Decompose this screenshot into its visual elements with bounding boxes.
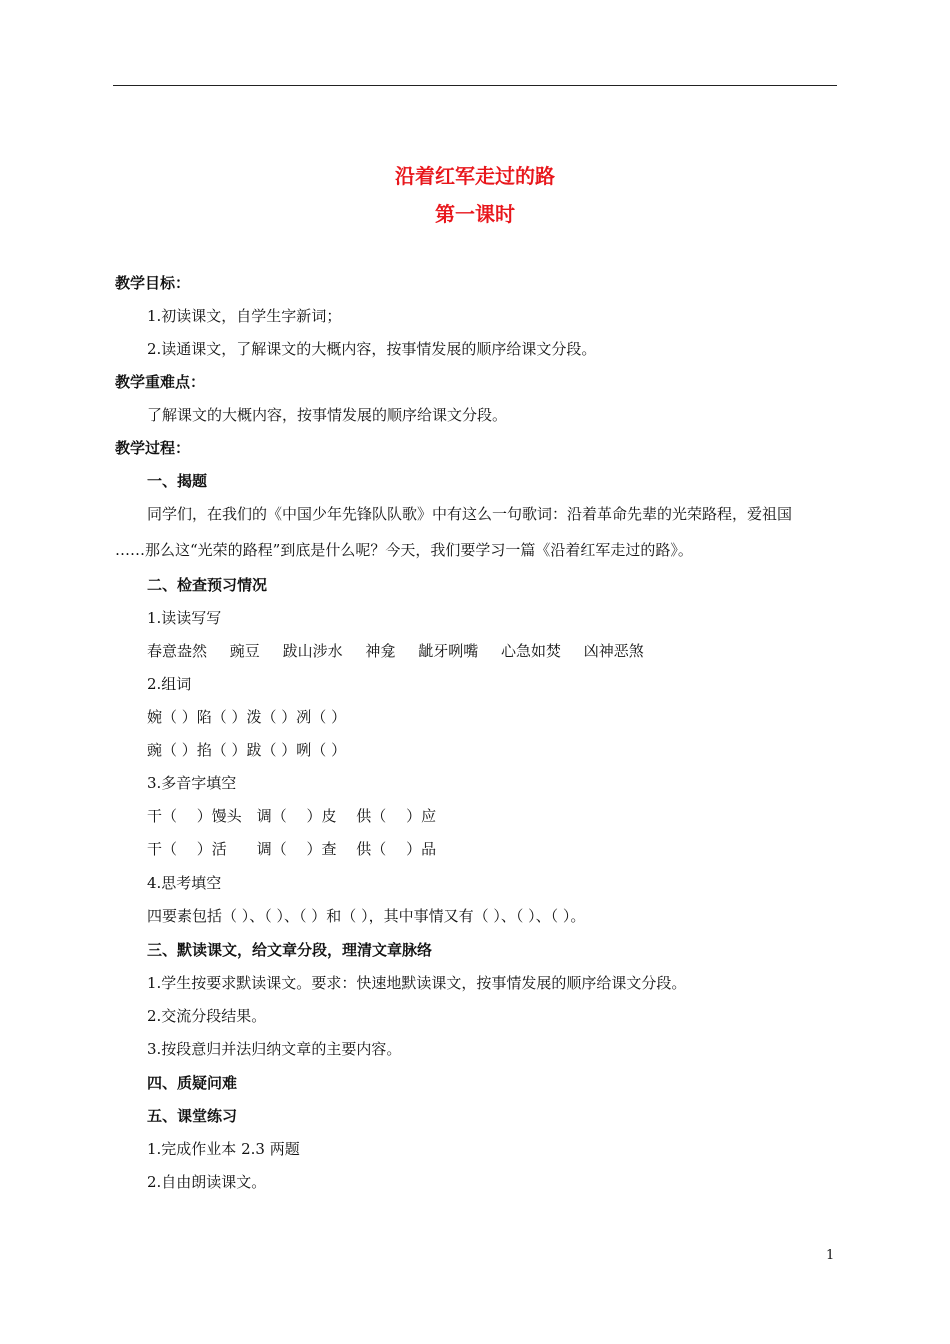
section-3-item: 1.学生按要求默读课文。要求：快速地默读课文，按事情发展的顺序给课文分段。 bbox=[147, 974, 687, 992]
word-item: 跋山涉水 bbox=[282, 642, 343, 660]
section-5-heading: 五、课堂练习 bbox=[147, 1107, 238, 1125]
document-subtitle: 第一课时 bbox=[435, 202, 515, 226]
objectives-heading: 教学目标： bbox=[115, 274, 191, 292]
intro-line-2: ……那么这“光荣的路程”到底是什么呢？今天，我们要学习一篇《沿着红军走过的路》。 bbox=[115, 541, 693, 559]
section-3-heading: 三、默读课文，给文章分段，理清文章脉络 bbox=[147, 941, 433, 959]
word-item: 心急如焚 bbox=[500, 642, 561, 660]
word-item: 龇牙咧嘴 bbox=[418, 642, 479, 660]
polyphone-heading: 3.多音字填空 bbox=[147, 774, 237, 792]
group-words-line: 婉（ ）陷（ ）泼（ ）冽（ ） bbox=[147, 708, 347, 726]
page-number: 1 bbox=[826, 1248, 835, 1263]
word-item: 神龛 bbox=[365, 642, 396, 660]
process-heading: 教学过程： bbox=[115, 439, 191, 457]
section-3-item: 3.按段意归并法归纳文章的主要内容。 bbox=[147, 1040, 402, 1058]
word-item: 春意盎然 bbox=[147, 642, 208, 660]
section-3-item: 2.交流分段结果。 bbox=[147, 1007, 267, 1025]
read-write-heading: 1.读读写写 bbox=[147, 609, 222, 627]
key-points-text: 了解课文的大概内容，按事情发展的顺序给课文分段。 bbox=[147, 406, 508, 424]
section-2-heading: 二、检查预习情况 bbox=[147, 576, 268, 594]
section-1-heading: 一、揭题 bbox=[147, 472, 208, 490]
think-fill-heading: 4.思考填空 bbox=[147, 874, 222, 892]
think-fill-line: 四要素包括（ ）、（ ）、（ ）和（ ），其中事情又有（ ）、（ ）、（ ）。 bbox=[147, 907, 586, 925]
group-words-line: 豌（ ）掐（ ）跋（ ）咧（ ） bbox=[147, 741, 347, 759]
section-5-item: 1.完成作业本 2.3 两题 bbox=[147, 1140, 300, 1158]
section-4-heading: 四、质疑问难 bbox=[147, 1074, 238, 1092]
section-5-item: 2.自由朗读课文。 bbox=[147, 1173, 267, 1191]
word-item: 凶神恶煞 bbox=[583, 642, 644, 660]
polyphone-line: 干（ ）馒头 调（ ）皮 供（ ）应 bbox=[147, 807, 437, 825]
intro-line-1: 同学们，在我们的《中国少年先锋队队歌》中有这么一句歌词：沿着革命先辈的光荣路程，爱祖国 bbox=[147, 505, 793, 523]
word-item: 豌豆 bbox=[229, 642, 260, 660]
group-words-heading: 2.组词 bbox=[147, 675, 192, 693]
objective-item: 2.读通课文，了解课文的大概内容，按事情发展的顺序给课文分段。 bbox=[147, 340, 597, 358]
objective-item: 1.初读课文，自学生字新词； bbox=[147, 307, 342, 325]
header-rule bbox=[113, 85, 837, 86]
document-title: 沿着红军走过的路 bbox=[395, 164, 555, 188]
key-points-heading: 教学重难点： bbox=[115, 373, 206, 391]
word-list bbox=[147, 641, 662, 661]
polyphone-line: 干（ ）活 调（ ）查 供（ ）品 bbox=[147, 840, 437, 858]
